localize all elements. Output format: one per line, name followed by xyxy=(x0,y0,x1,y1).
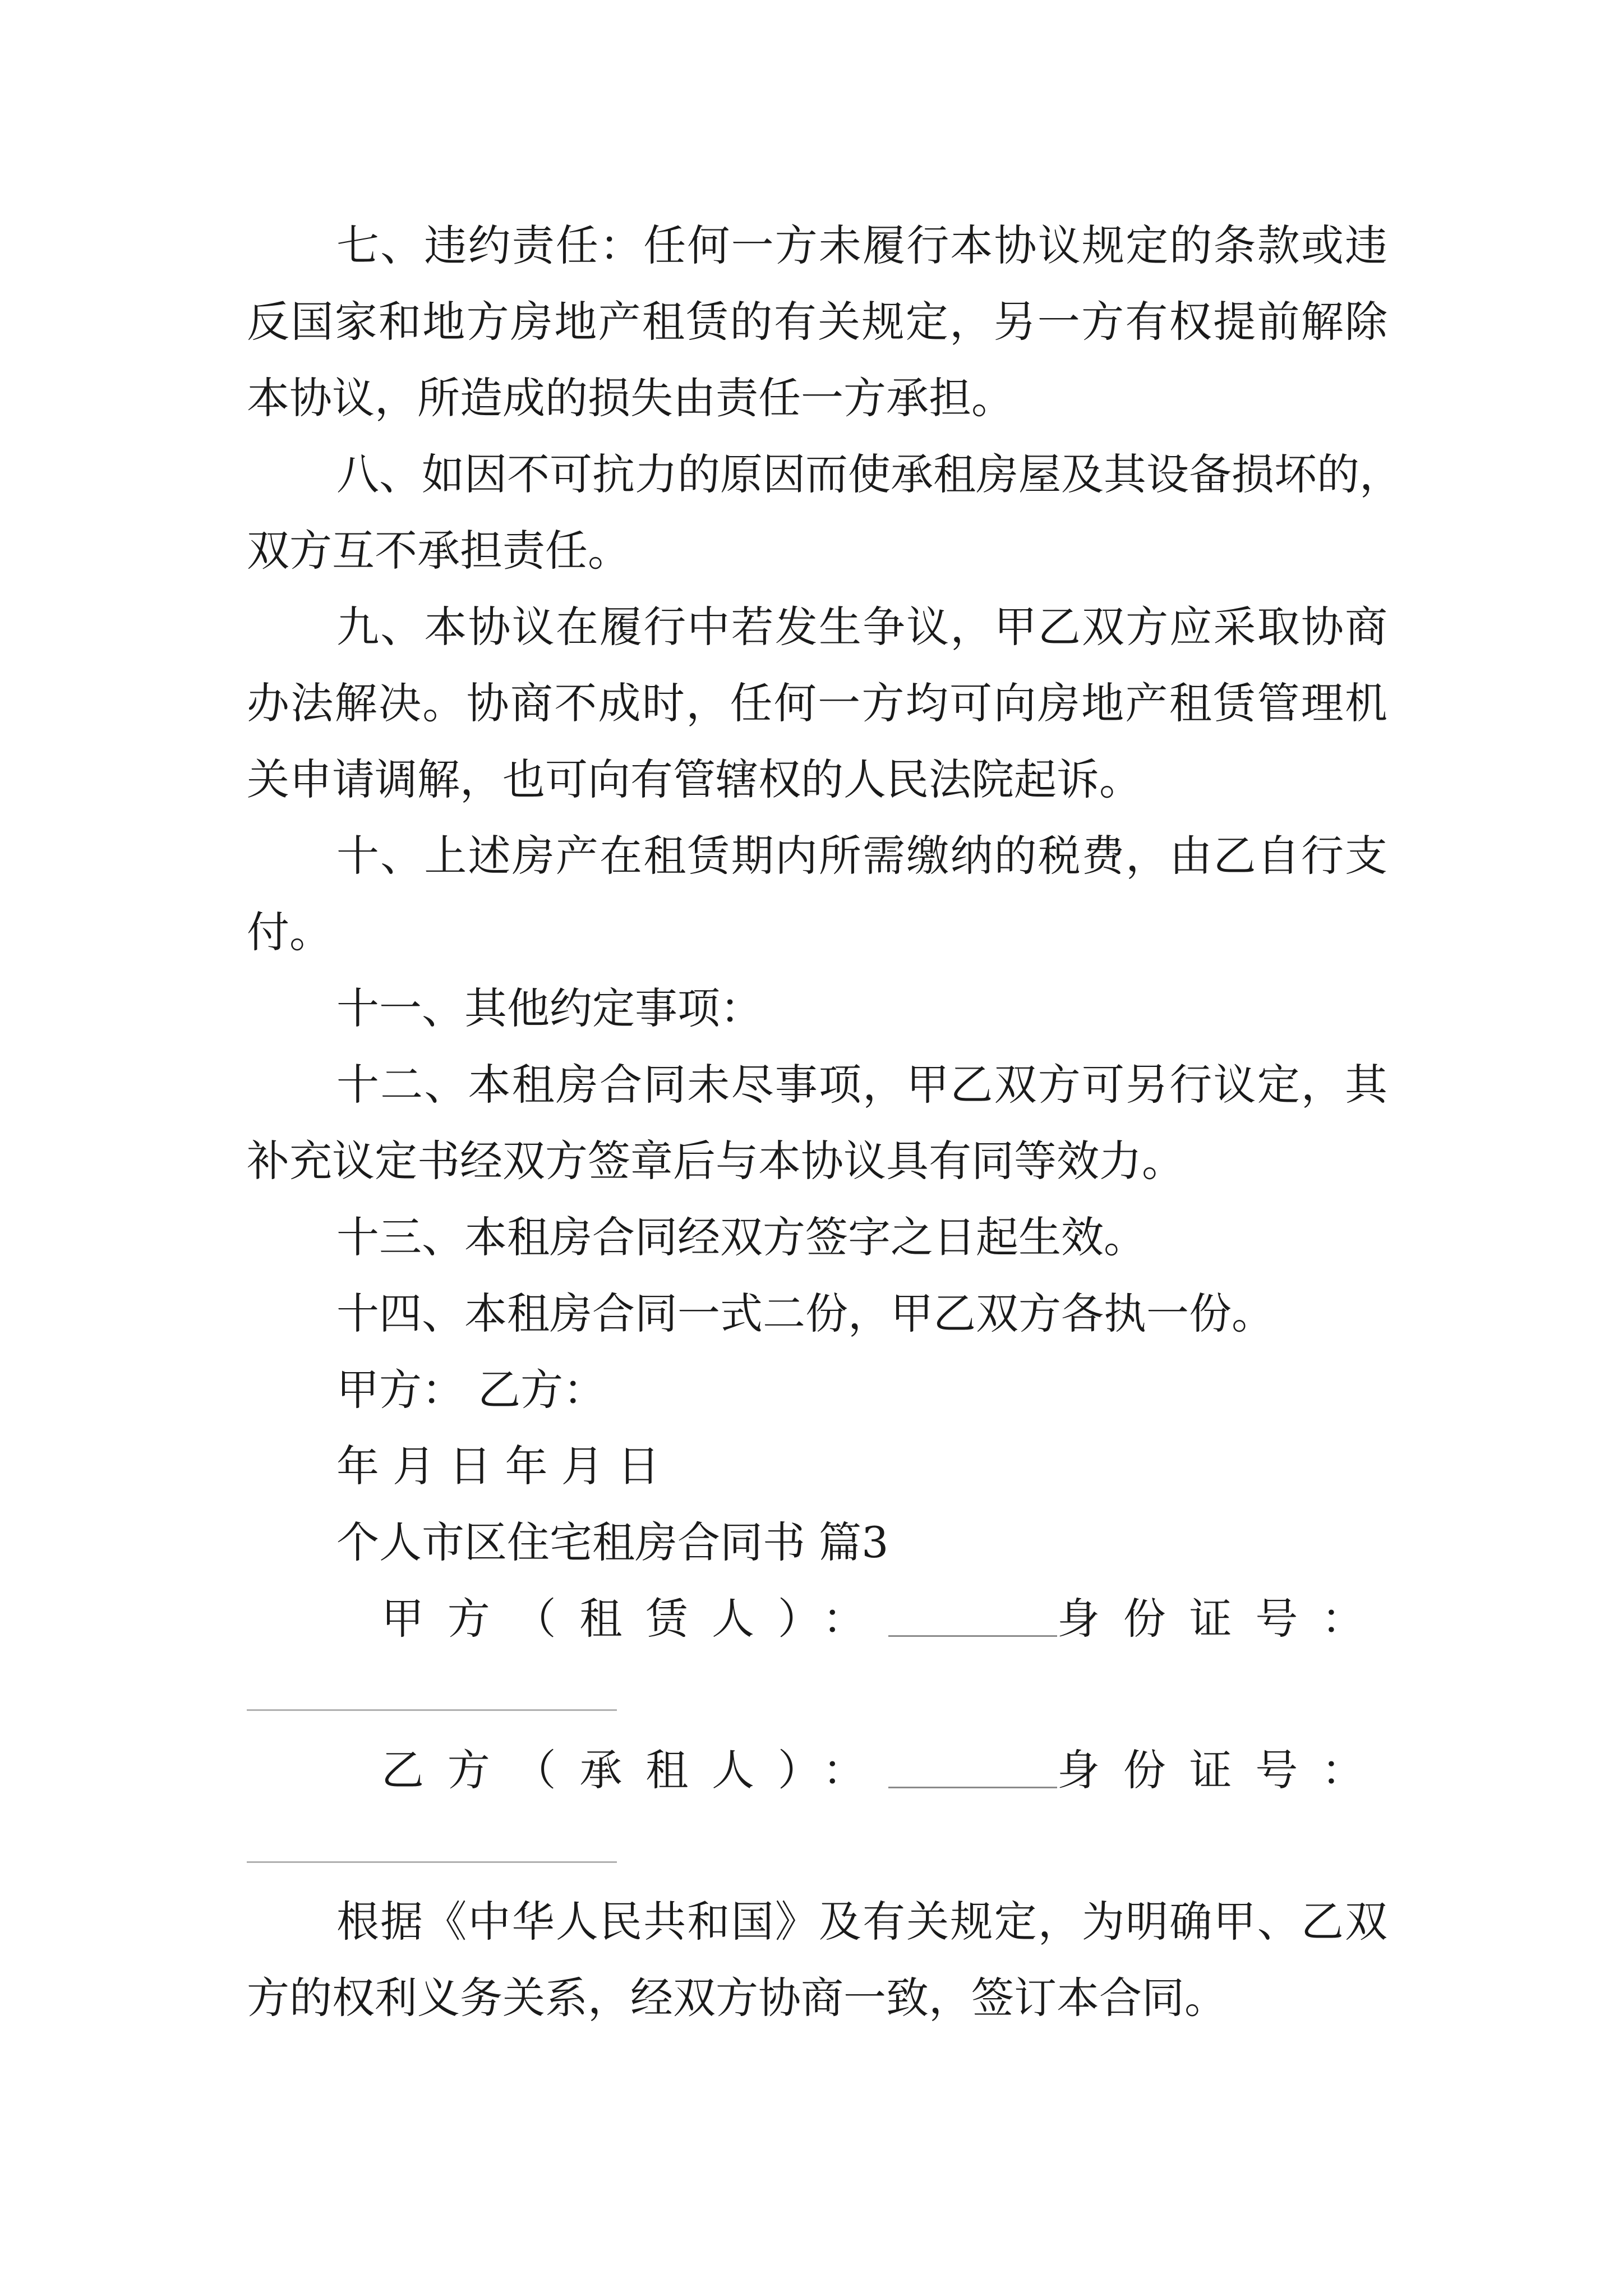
clause-12-line-1: 十二、本租房合同未尽事项，甲乙双方可另行议定，其 xyxy=(336,1060,1387,1110)
clause-11: 十一、其他约定事项： xyxy=(336,983,763,1033)
clause-10-line-1: 十、上述房产在租赁期内所需缴纳的税费，由乙自行支 xyxy=(336,831,1387,881)
party-a-id-label: 身份证号： xyxy=(1057,1594,1387,1644)
closing-line-2: 方的权利义务关系，经双方协商一致，签订本合同。 xyxy=(247,1973,1227,2023)
party-a-label: 甲方（租赁人）： xyxy=(381,1594,889,1644)
section-heading: 个人市区住宅租房合同书 篇3 xyxy=(336,1517,889,1567)
party-b-id-blank[interactable] xyxy=(247,1861,617,1863)
clause-7-line-3: 本协议，所造成的损失由责任一方承担。 xyxy=(247,373,1014,423)
signature-parties: 甲方： 乙方： xyxy=(336,1365,606,1415)
clause-8-line-2: 双方互不承担责任。 xyxy=(247,526,630,576)
clause-9-line-2: 办法解决。协商不成时，任何一方均可向房地产租赁管理机 xyxy=(247,678,1387,728)
clause-13: 十三、本租房合同经双方签字之日起生效。 xyxy=(336,1212,1146,1262)
signature-dates: 年 月 日 年 月 日 xyxy=(336,1441,660,1491)
clause-12-line-2: 补充议定书经双方签章后与本协议具有同等效力。 xyxy=(247,1136,1184,1186)
clause-9-line-3: 关申请调解，也可向有管辖权的人民法院起诉。 xyxy=(247,754,1142,804)
closing-line-1: 根据《中华人民共和国》及有关规定，为明确甲、乙双 xyxy=(336,1897,1387,1947)
party-a-id-blank[interactable] xyxy=(247,1709,617,1711)
clause-7-line-2: 反国家和地方房地产租赁的有关规定，另一方有权提前解除 xyxy=(247,297,1387,347)
clause-7-line-1: 七、违约责任：任何一方未履行本协议规定的条款或违 xyxy=(336,220,1387,270)
party-b-id-label: 身份证号： xyxy=(1057,1745,1387,1795)
clause-10-line-2: 付。 xyxy=(247,907,332,957)
party-b-label: 乙方（承租人）： xyxy=(381,1745,889,1795)
clause-9-line-1: 九、本协议在履行中若发生争议，甲乙双方应采取协商 xyxy=(336,602,1387,652)
party-b-row xyxy=(381,1745,1387,1795)
party-a-row xyxy=(381,1594,1387,1644)
clause-8-line-1: 八、如因不可抗力的原因而使承租房屋及其设备损坏的， xyxy=(336,449,1402,499)
clause-14: 十四、本租房合同一式二份，甲乙双方各执一份。 xyxy=(336,1289,1274,1338)
party-b-name-blank[interactable] xyxy=(888,1783,1057,1788)
party-a-name-blank[interactable] xyxy=(888,1632,1057,1637)
